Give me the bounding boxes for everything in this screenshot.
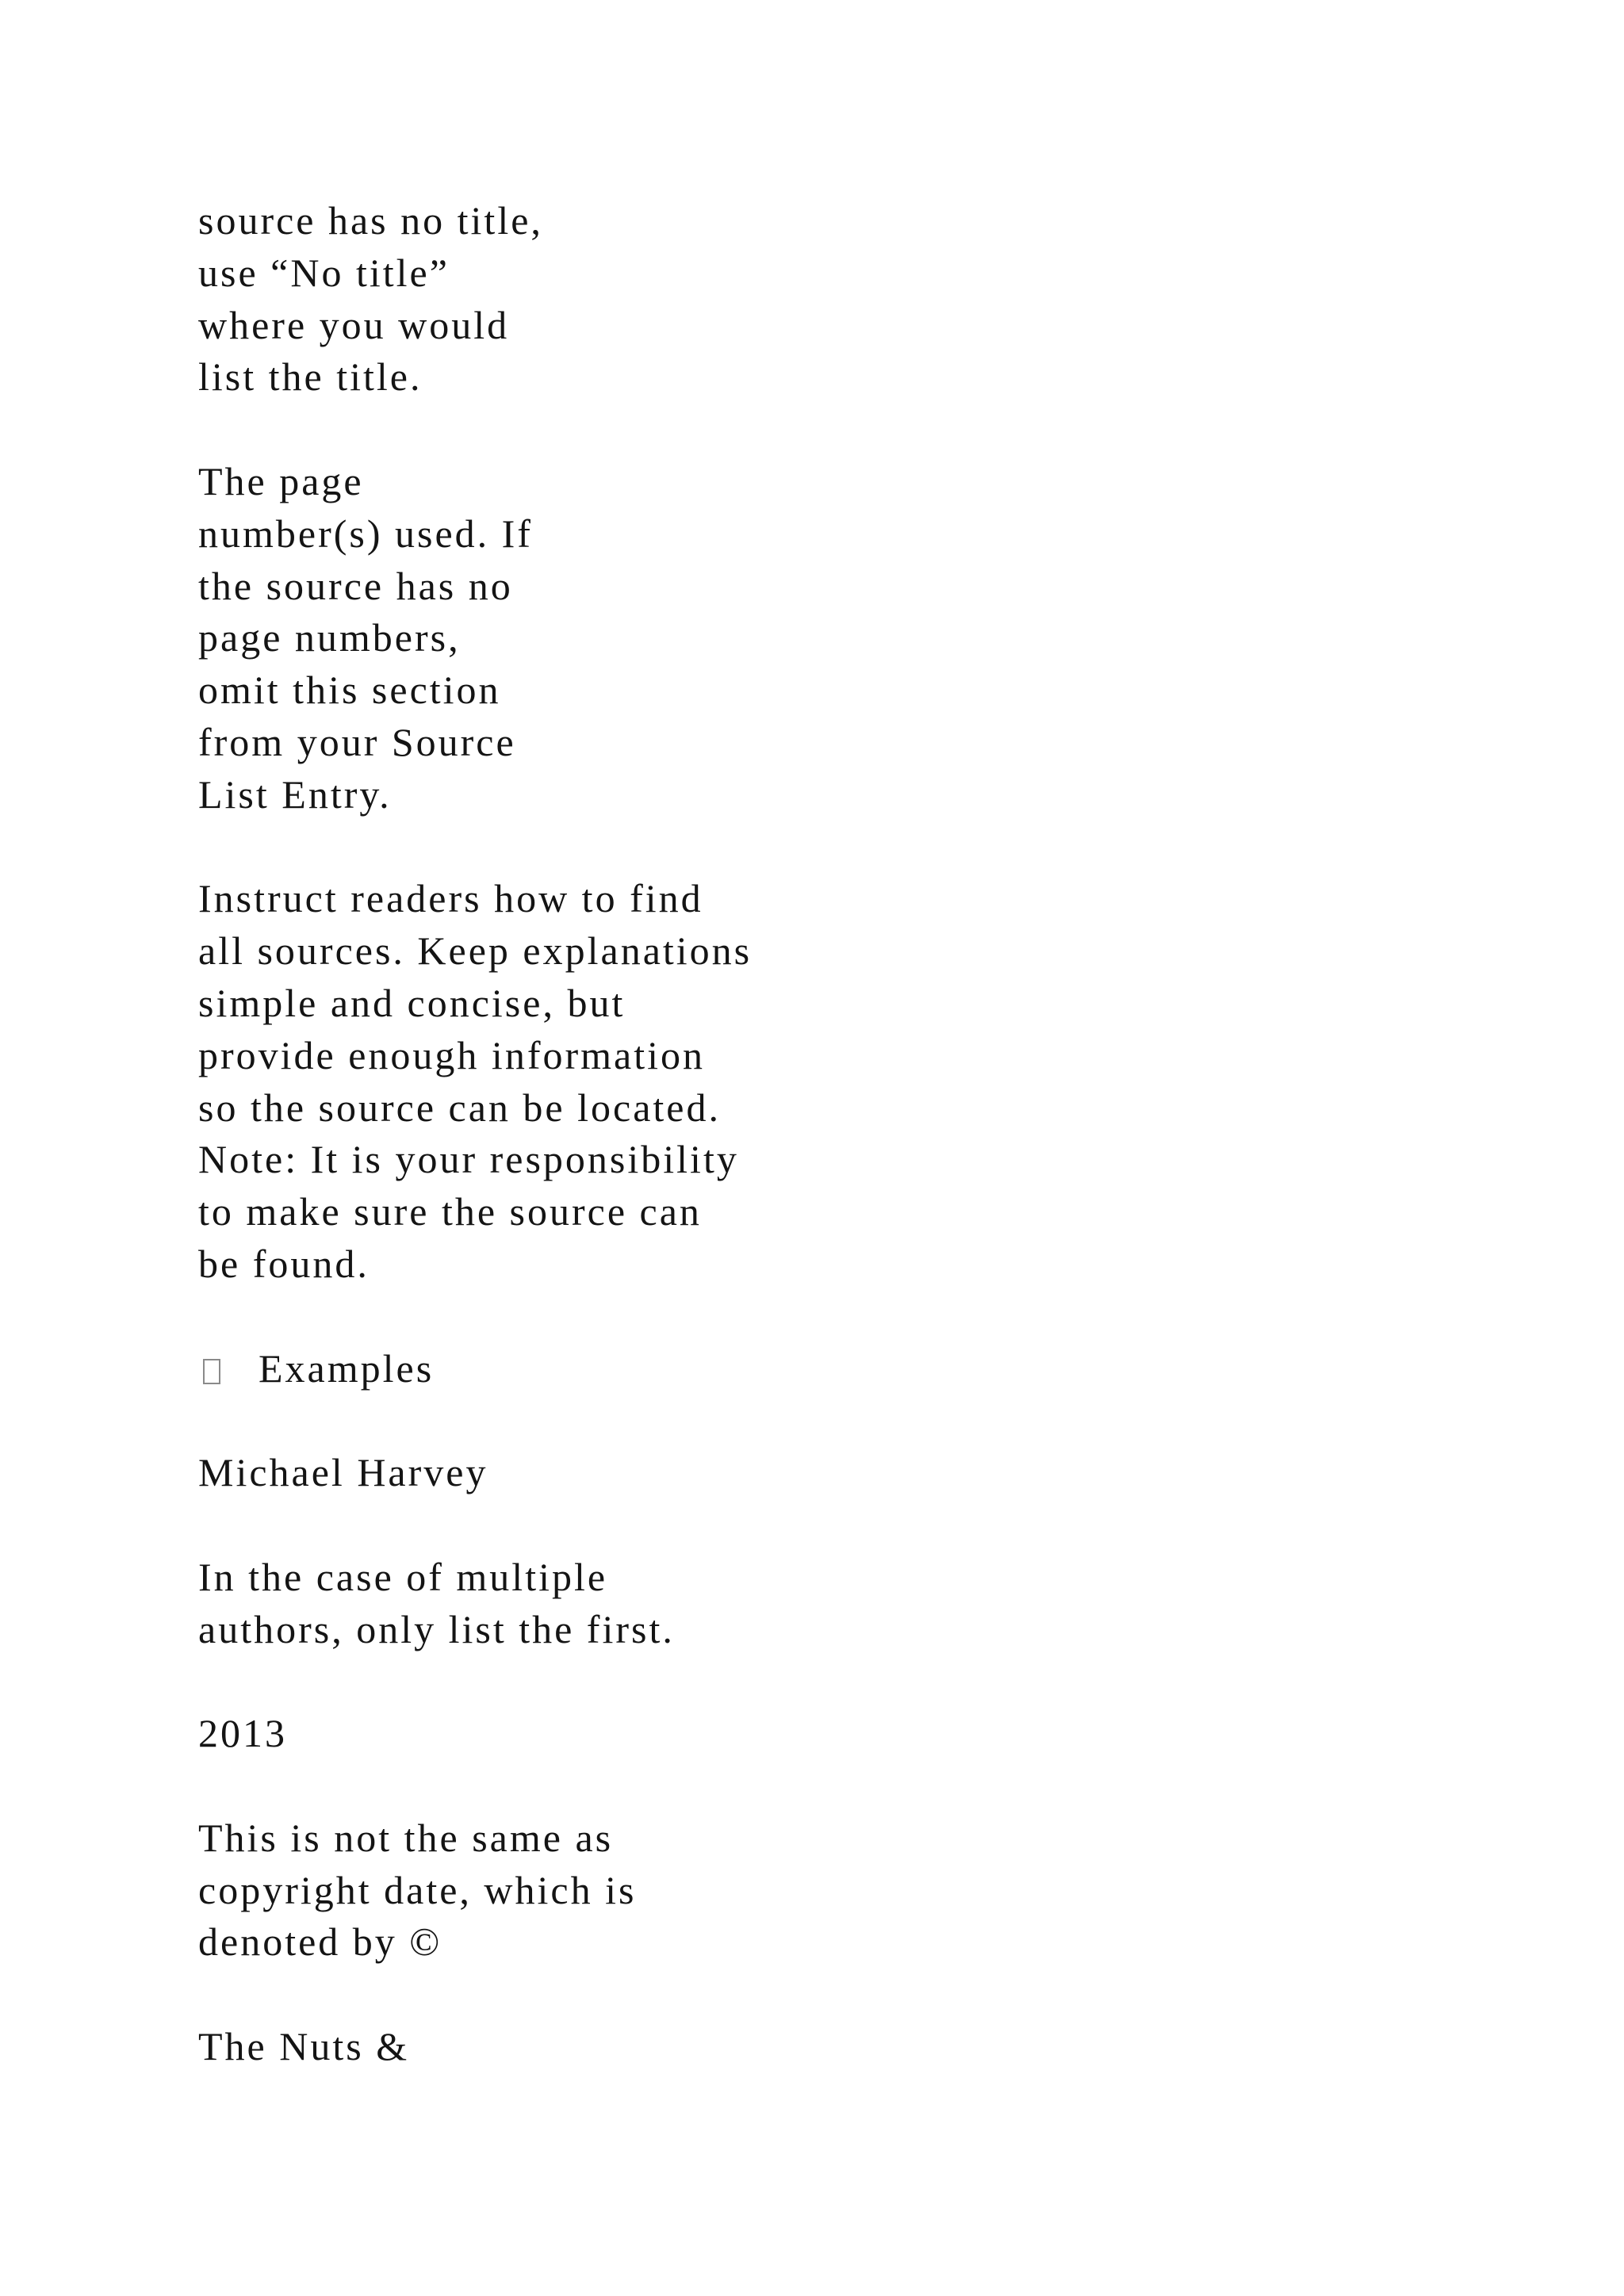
text-line: all sources. Keep explanations [198, 928, 753, 974]
paragraph-gap [198, 1395, 1150, 1447]
text-line: list the title. [198, 354, 423, 400]
text-line: from your Source [198, 719, 516, 764]
text-line: Note: It is your responsibility [198, 1137, 739, 1182]
text-line: The page [198, 458, 364, 503]
text-line: copyright date, which is [198, 1867, 637, 1912]
text-line: page numbers, [198, 615, 461, 660]
paragraph-no-title [198, 195, 1150, 404]
text-line: denoted by © [198, 1919, 442, 1965]
text-line: so the source can be located. [198, 1085, 721, 1130]
text-line: use “No title” [198, 250, 450, 295]
text-line: where you would [198, 302, 510, 347]
paragraph-gap [198, 404, 1150, 456]
text-line: the source has no [198, 563, 513, 608]
paragraph-gap [198, 1291, 1150, 1343]
paragraph-gap [198, 1760, 1150, 1812]
paragraph-page-numbers [198, 456, 1150, 821]
text-line: List Entry. [198, 771, 392, 817]
text-column [198, 195, 1150, 2073]
paragraph-gap [198, 1655, 1150, 1708]
paragraph-gap [198, 1969, 1150, 2021]
paragraph-multiple-authors [198, 1552, 1150, 1656]
examples-heading [198, 1343, 1150, 1395]
text-line: provide enough information [198, 1032, 705, 1077]
text-line: In the case of multiple [198, 1554, 608, 1599]
text-line: be found. [198, 1241, 370, 1286]
text-line: omit this section [198, 668, 501, 713]
paragraph-copyright [198, 1812, 1150, 1969]
title-fragment: The Nuts & [198, 2023, 410, 2068]
text-line: authors, only list the first. [198, 1606, 675, 1651]
paragraph-instruct-readers [198, 873, 1150, 1290]
text-line: source has no title, [198, 198, 543, 243]
author-example: Michael Harvey [198, 1450, 488, 1495]
checkbox-icon [203, 1359, 220, 1384]
examples-label: Examples [259, 1345, 435, 1391]
text-line: Instruct readers how to find [198, 876, 703, 921]
paragraph-gap [198, 821, 1150, 874]
text-line: to make sure the source can [198, 1189, 702, 1234]
paragraph-gap [198, 1499, 1150, 1552]
text-line: This is not the same as [198, 1815, 614, 1860]
text-line: number(s) used. If [198, 511, 533, 556]
year-example: 2013 [198, 1711, 287, 1756]
text-line: simple and concise, but [198, 980, 626, 1025]
